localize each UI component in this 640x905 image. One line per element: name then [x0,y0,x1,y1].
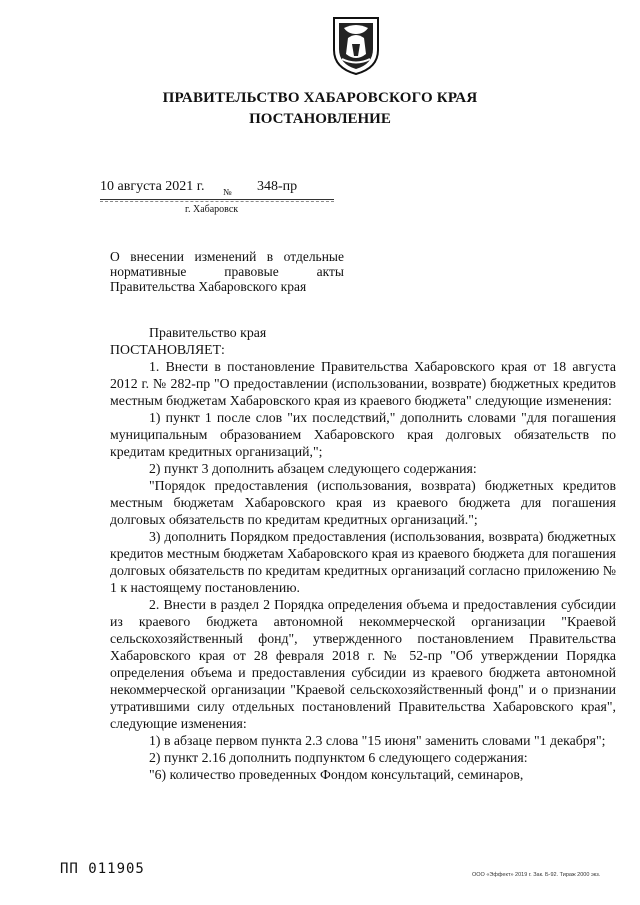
body-paragraph: 2) пункт 2.16 дополнить подпунктом 6 следующего содержания: [149,750,528,765]
document-city: г. Хабаровск [185,204,239,215]
body-paragraph: 1) в абзаце первом пункта 2.3 слова "15 июня" заменить словами "1 декабря"; [149,733,606,748]
body-paragraph: 1. Внести в постановление Правительства Хабаровского края от 18 августа 2012 г. № 282-пр "О предоставлении (использовании, возврате) бюджетных кредитов местным бюджетам Хабаровского края из краевого бюджета" следующие изменения: [110,359,616,408]
document-number: 348-пр [257,179,298,194]
subject-line: О внесении изменений в отдельные [110,249,344,264]
subject-line: Правительства Хабаровского края [110,279,307,294]
body-paragraph: 3) дополнить Порядком предоставления (использования, возврата) бюджетных кредитов местным бюджетам Хабаровского края из краевого бюджета для погашения долговых обязательств по кредитам кредитных организаций согласно приложению № 1 к настоящему постановлению. [110,529,616,595]
body-paragraph: 2. Внести в раздел 2 Порядка определения объема и предоставления субсидии из краевого бюджета автономной некоммерческой организации "Краевой сельскохозяйственный фонд", утвержденного постановлением Правительства Хабаровского края от 28 февраля 2018 г. № 52-пр "Об утверждении Порядка определения объема и предоставления субсидии из краевого бюджета автономной некоммерческой организации "Краевой сельскохозяйственный фонд" и о признании утратившими силу отдельных постановлений Правительства Хабаровского края", следующие изменения: [110,597,616,731]
body-paragraph: "Порядок предоставления (использования, возврата) бюджетных кредитов местным бюджетам Хабаровского края из краевого бюджета для погашения долговых обязательств по кредитам кредитных организаций."; [110,478,616,527]
body-paragraph: 1) пункт 1 после слов "их последствий," дополнить словами "для погашения муниципальным образованием Хабаровского края долговых обязательств по кредитам кредитных организаций,"; [110,410,616,459]
document-date: 10 августа 2021 г. [100,179,205,194]
intro-line: Правительство края [149,325,267,340]
coat-of-arms-emblem [330,14,382,76]
body-paragraph: 2) пункт 3 дополнить абзацем следующего содержания: [149,461,477,476]
serial-number: ПП 011905 [60,861,145,877]
document-body [110,324,616,783]
date-underline [100,201,334,202]
subject-line: нормативные правовые акты [110,264,344,279]
intro-decree: ПОСТАНОВЛЯЕТ: [110,342,225,357]
body-paragraph: "6) количество проведенных Фондом консультаций, семинаров, [149,767,524,782]
government-title: ПРАВИТЕЛЬСТВО ХАБАРОВСКОГО КРАЯ [162,90,478,106]
number-sign: № [223,187,232,197]
date-number-line [100,179,334,200]
document-type: ПОСТАНОВЛЕНИЕ [249,111,391,127]
document-subject [110,249,344,294]
print-info: ООО «Эффект» 2019 г. Зак. Б-92. Тираж 2000 экз. [472,872,601,878]
